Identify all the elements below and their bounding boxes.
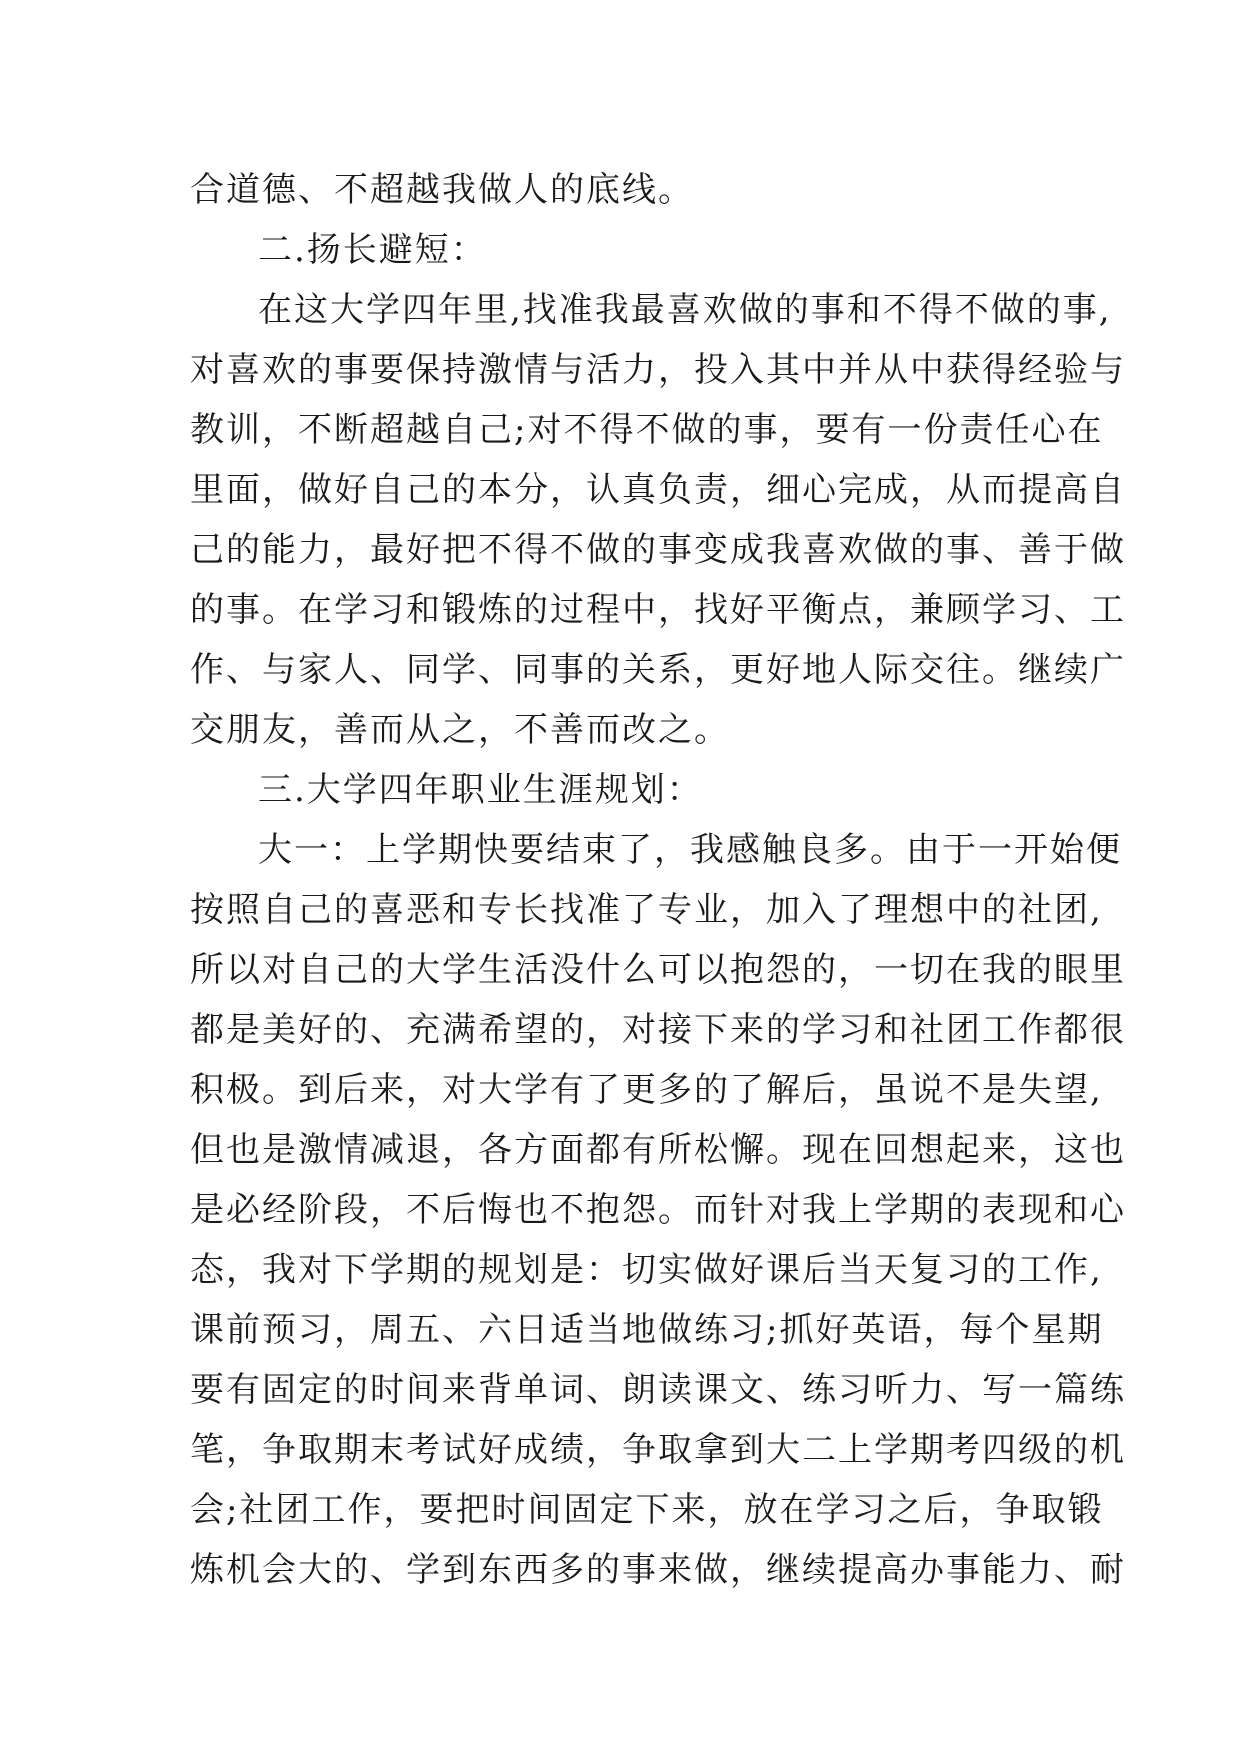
text-line: 要有固定的时间来背单词、朗读课文、练习听力、写一篇练 xyxy=(190,1370,1126,1410)
text-line: 在这大学四年里,找准我最喜欢做的事和不得不做的事, xyxy=(258,290,1112,330)
text-line: 课前预习，周五、六日适当地做练习;抓好英语，每个星期 xyxy=(190,1310,1104,1350)
text-line: 的事。在学习和锻炼的过程中，找好平衡点，兼顾学习、工 xyxy=(190,590,1126,630)
text-line: 合道德、不超越我做人的底线。 xyxy=(190,170,694,210)
text-line: 作、与家人、同学、同事的关系，更好地人际交往。继续广 xyxy=(190,650,1126,690)
text-line: 但也是激情减退，各方面都有所松懈。现在回想起来，这也 xyxy=(190,1130,1126,1170)
text-line: 态，我对下学期的规划是：切实做好课后当天复习的工作, xyxy=(190,1250,1103,1290)
text-line: 三.大学四年职业生涯规划： xyxy=(258,770,703,810)
text-line: 教训，不断超越自己;对不得不做的事，要有一份责任心在 xyxy=(190,410,1104,450)
text-line: 己的能力，最好把不得不做的事变成我喜欢做的事、善于做 xyxy=(190,530,1126,570)
text-line: 炼机会大的、学到东西多的事来做，继续提高办事能力、耐 xyxy=(190,1550,1126,1590)
text-line: 二.扬长避短： xyxy=(258,230,487,270)
text-line: 是必经阶段，不后悔也不抱怨。而针对我上学期的表现和心 xyxy=(190,1190,1126,1230)
text-line: 大一：上学期快要结束了，我感触良多。由于一开始便 xyxy=(258,830,1122,870)
document-body xyxy=(190,160,1126,1600)
text-line: 积极。到后来，对大学有了更多的了解后，虽说不是失望, xyxy=(190,1070,1103,1110)
text-line: 都是美好的、充满希望的，对接下来的学习和社团工作都很 xyxy=(190,1010,1126,1050)
text-line: 会;社团工作，要把时间固定下来，放在学习之后，争取锻 xyxy=(190,1490,1104,1530)
text-line: 按照自己的喜恶和专长找准了专业，加入了理想中的社团, xyxy=(190,890,1103,930)
text-line: 对喜欢的事要保持激情与活力，投入其中并从中获得经验与 xyxy=(190,350,1126,390)
text-line: 里面，做好自己的本分，认真负责，细心完成，从而提高自 xyxy=(190,470,1126,510)
text-line: 所以对自己的大学生活没什么可以抱怨的，一切在我的眼里 xyxy=(190,950,1126,990)
text-line: 交朋友，善而从之，不善而改之。 xyxy=(190,710,730,750)
text-line: 笔，争取期末考试好成绩，争取拿到大二上学期考四级的机 xyxy=(190,1430,1126,1470)
